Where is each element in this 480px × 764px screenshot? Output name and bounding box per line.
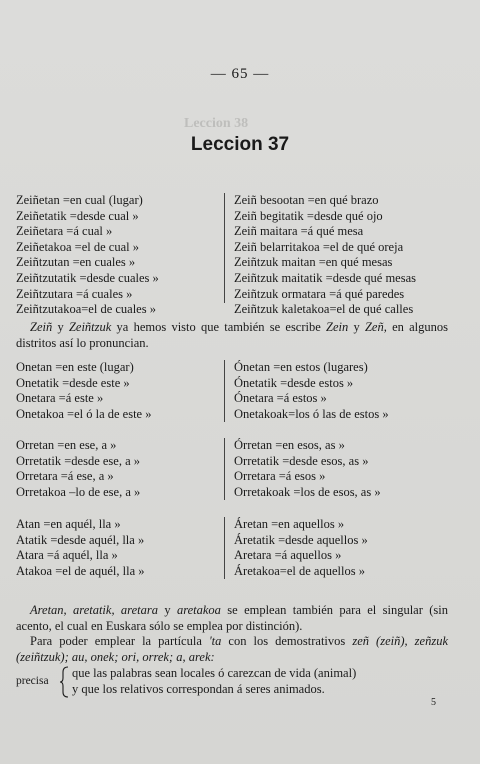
demonstrative-aquel-table	[16, 517, 458, 581]
precisa-label: precisa	[16, 675, 49, 687]
italic-term: Zeiñ	[30, 320, 53, 334]
lesson-title: Leccion 37	[190, 134, 290, 155]
requirement-item: y que los relativos correspondan á seres animados.	[72, 681, 325, 696]
column-divider	[224, 438, 225, 500]
bleed-through-heading: Leccion 38	[184, 116, 249, 131]
table-row: Órretan =en esos, as »	[234, 438, 345, 452]
table-row: Zeiñetatik =desde cual »	[16, 208, 139, 223]
table-right-column	[234, 360, 389, 422]
table-left-column	[16, 360, 151, 422]
italic-term: Zeñ,	[364, 320, 387, 334]
table-row: Zeiñtzuk maitan =en qué mesas	[234, 255, 393, 270]
table-row: Aretara =á aquellos »	[234, 548, 342, 563]
corner-mark: 5	[431, 697, 436, 708]
table-row: Zeiñtzutatik =desde cuales »	[16, 270, 159, 285]
table-left-column	[16, 517, 145, 579]
table-row: Ónetara =á estos »	[234, 391, 327, 406]
table-right-column	[234, 438, 381, 500]
table-row: Onetakoa =el ó la de este »	[16, 406, 152, 421]
table-row: Orretan =en ese, a »	[16, 438, 117, 452]
table-row: Zeiñetakoa =el de cual »	[16, 239, 139, 254]
table-row: Ónetan =en estos (lugares)	[234, 360, 368, 374]
table-row: Onetakoak=los ó las de estos »	[234, 406, 389, 421]
italic-term: Zeiñtzuk	[68, 320, 112, 334]
table-row: Atara =á aquél, lla »	[16, 548, 118, 563]
requirement-item: que las palabras sean locales ó carezcan de vida (animal)	[72, 666, 357, 680]
italic-term: Aretan, aretatik, aretara	[30, 603, 158, 617]
table-row: Zeiñtzuk maitatik =desde qué mesas	[234, 270, 416, 285]
italic-term: Zein	[326, 320, 349, 334]
column-divider	[224, 360, 225, 422]
table-row: Zeiñetara =á cual »	[16, 224, 113, 239]
table-row: Atatik =desde aquél, lla »	[16, 532, 145, 547]
table-row: Zeiñ maitara =á qué mesa	[234, 224, 364, 239]
table-row: Áretan =en aquellos »	[234, 517, 345, 531]
table-row: Zeiñtzutakoa=el de cuales »	[16, 302, 156, 317]
table-row: Zeiñ besootan =en qué brazo	[234, 193, 379, 207]
table-row: Orretakoak =los de esos, as »	[234, 484, 381, 499]
table-row: Zeiñtzuk kaletakoa=el de qué calles	[234, 302, 414, 317]
table-row: Atakoa =el de aquél, lla »	[16, 563, 145, 578]
paragraph-singular-note: Aretan, aretatik, aretara y aretakoa se emplean también para el singular (sin acento, el cual en Euskara sólo se emplea por distinción).	[16, 603, 449, 633]
table-row: Áretatik =desde aquellos »	[234, 532, 368, 547]
table-row: Ónetatik =desde estos »	[234, 375, 354, 390]
relative-pronouns-table	[16, 193, 458, 319]
table-row: Orretatik =desde esos, as »	[234, 453, 369, 468]
table-row: Onetan =en este (lugar)	[16, 360, 134, 374]
paragraph-particle-note: Para poder emplear la partícula 'ta con los demostrativos zeñ (zeiñ), zeñzuk (zeiñtzuk); au, onek; ori, orrek; a, arek:	[16, 634, 449, 664]
table-row: Orretatik =desde ese, a »	[16, 453, 141, 468]
table-row: Orretara =á esos »	[234, 469, 326, 484]
table-row: Onetara =á este »	[16, 391, 104, 406]
table-row: Zeiñtzutan =en cuales »	[16, 255, 136, 270]
table-row: Atan =en aquél, lla »	[16, 517, 121, 531]
table-row: Zeiñtzutara =á cuales »	[16, 286, 133, 301]
table-row: Onetatik =desde este »	[16, 375, 130, 390]
table-left-column	[16, 193, 159, 318]
table-row: Zeiñtzuk ormatara =á qué paredes	[234, 286, 405, 301]
demonstrative-ese-table	[16, 438, 458, 502]
table-row: Orretara =á ese, a »	[16, 469, 114, 484]
column-divider	[224, 193, 225, 303]
table-row: Zeiñetan =en cual (lugar)	[16, 193, 143, 207]
italic-term: aretakoa	[176, 603, 221, 617]
table-right-column	[234, 517, 368, 579]
italic-term: 'ta	[208, 634, 222, 648]
demonstrative-este-table	[16, 360, 458, 424]
column-divider	[224, 517, 225, 579]
page-number: — 65 —	[210, 66, 270, 82]
table-right-column	[234, 193, 416, 318]
table-row: Orretakoa –lo de ese, a »	[16, 484, 141, 499]
table-row: Zeiñ begitatik =desde qué ojo	[234, 208, 383, 223]
table-row: Áretakoa=el de aquellos »	[234, 563, 365, 578]
italic-term: zeñ (zeiñ), zeñzuk (zeiñtzuk); au, onek; ori, orrek; a, arek:	[16, 634, 449, 664]
paragraph-zein-note: Zeiñ y Zeiñtzuk ya hemos visto que también se escribe Zein y Zeñ, en algunos distritos así lo pronuncian.	[16, 320, 449, 350]
table-row: Zeiñ belarritakoa =el de qué oreja	[234, 239, 404, 254]
table-left-column	[16, 438, 140, 500]
curly-brace-icon	[60, 666, 70, 698]
